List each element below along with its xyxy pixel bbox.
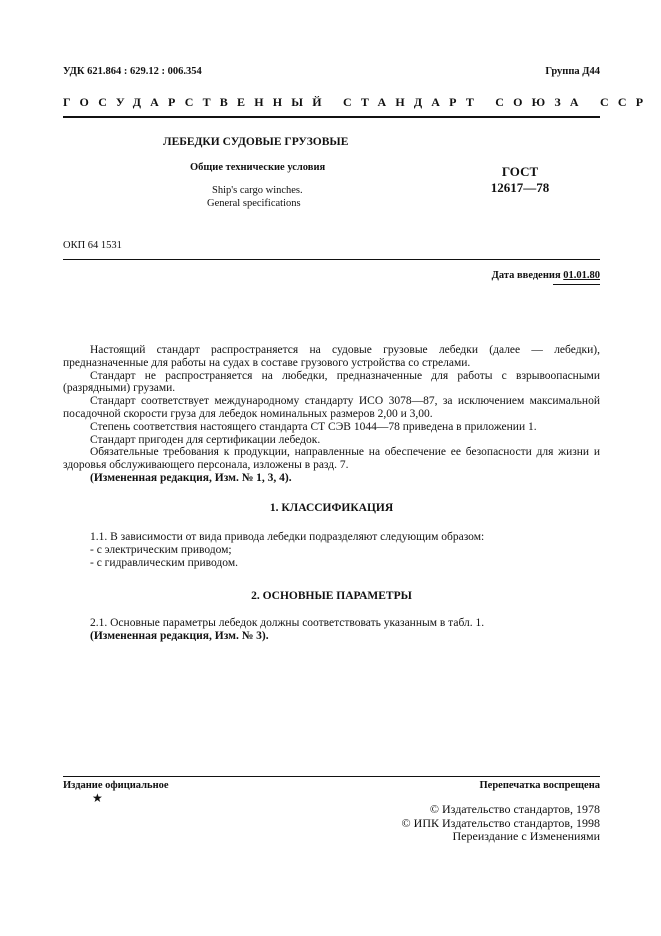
section-1-item: 1.1. В зависимости от вида привода лебедки подразделяют следующим образом: bbox=[90, 531, 485, 543]
copyright-1978: © Издательство стандартов, 1978 bbox=[429, 802, 600, 816]
intro-text bbox=[63, 344, 600, 485]
intro-paragraph-1: Настоящий стандарт распространяется на судовые грузовые лебедки (далее — лебедки), предназначенные для работы на судах в составе грузового устройства со стрелами. bbox=[63, 344, 600, 369]
section-2-item: 2.1. Основные параметры лебедок должны соответствовать указанным в табл. 1. bbox=[90, 617, 485, 629]
star-icon: ★ bbox=[92, 791, 103, 805]
copyright-block bbox=[402, 803, 600, 844]
okp-code: ОКП 64 1531 bbox=[63, 240, 122, 251]
reprint-prohibited: Перепечатка воспрещена bbox=[479, 780, 600, 791]
section-2-body bbox=[63, 617, 600, 643]
date-underline bbox=[553, 284, 600, 285]
english-subtitle: General specifications bbox=[207, 198, 301, 209]
okp-rule bbox=[63, 259, 600, 260]
document-subtitle: Общие технические условия bbox=[190, 162, 326, 173]
intro-amendment-note: (Измененная редакция, Изм. № 1, 3, 4). bbox=[90, 471, 292, 484]
section-2-amendment-note: (Измененная редакция, Изм. № 3). bbox=[90, 629, 269, 642]
section-1-heading: 1. КЛАССИФИКАЦИЯ bbox=[269, 502, 394, 514]
gost-number: 12617—78 bbox=[490, 180, 550, 195]
udk-code: УДК 621.864 : 629.12 : 006.354 bbox=[63, 66, 202, 77]
gost-label: ГОСТ bbox=[501, 164, 539, 179]
list-item: - с гидравлическим приводом. bbox=[90, 556, 238, 569]
section-1-body bbox=[63, 531, 600, 569]
intro-paragraph-2: Стандарт не распространяется на любедки, предназначенные для работы с взрывоопасными (разрядными) грузами. bbox=[63, 369, 600, 395]
introduction-date-value: 01.01.80 bbox=[563, 270, 600, 281]
section-2-heading: 2. ОСНОВНЫЕ ПАРАМЕТРЫ bbox=[251, 590, 412, 602]
english-title: Ship's cargo winches. bbox=[212, 185, 303, 196]
copyright-1998: © ИПК Издательство стандартов, 1998 bbox=[401, 815, 600, 830]
reissue-note: Переиздание с Изменениями bbox=[452, 829, 600, 843]
group-code: Группа Д44 bbox=[545, 66, 600, 77]
intro-paragraph-3: Стандарт соответствует международному стандарту ИСО 3078—87, за исключением максимальной посадочной скорости груза для лебедок номинальных размеров 2,00 и 3,00. bbox=[63, 395, 600, 420]
intro-paragraph-4: Степень соответствия настоящего стандарта СТ СЭВ 1044—78 приведена в приложении 1. bbox=[90, 420, 537, 433]
footer-rule bbox=[63, 776, 600, 777]
intro-paragraph-5: Стандарт пригоден для сертификации лебедок. bbox=[90, 433, 321, 446]
introduction-date bbox=[492, 270, 600, 281]
intro-paragraph-6: Обязательные требования к продукции, направленные на обеспечение ее безопасности для жизни и здоровья обслуживающего персонала, изложены в разд. 7. bbox=[63, 446, 600, 472]
state-standard-banner: ГОСУДАРСТВЕННЫЙ СТАНДАРТ СОЮЗА ССР bbox=[63, 95, 653, 109]
official-edition: Издание официальное bbox=[63, 780, 169, 791]
document-title: ЛЕБЕДКИ СУДОВЫЕ ГРУЗОВЫЕ bbox=[163, 136, 349, 148]
header-rule bbox=[63, 116, 600, 118]
introduction-date-label: Дата введения bbox=[491, 270, 561, 281]
list-item: - с электрическим приводом; bbox=[90, 543, 232, 556]
